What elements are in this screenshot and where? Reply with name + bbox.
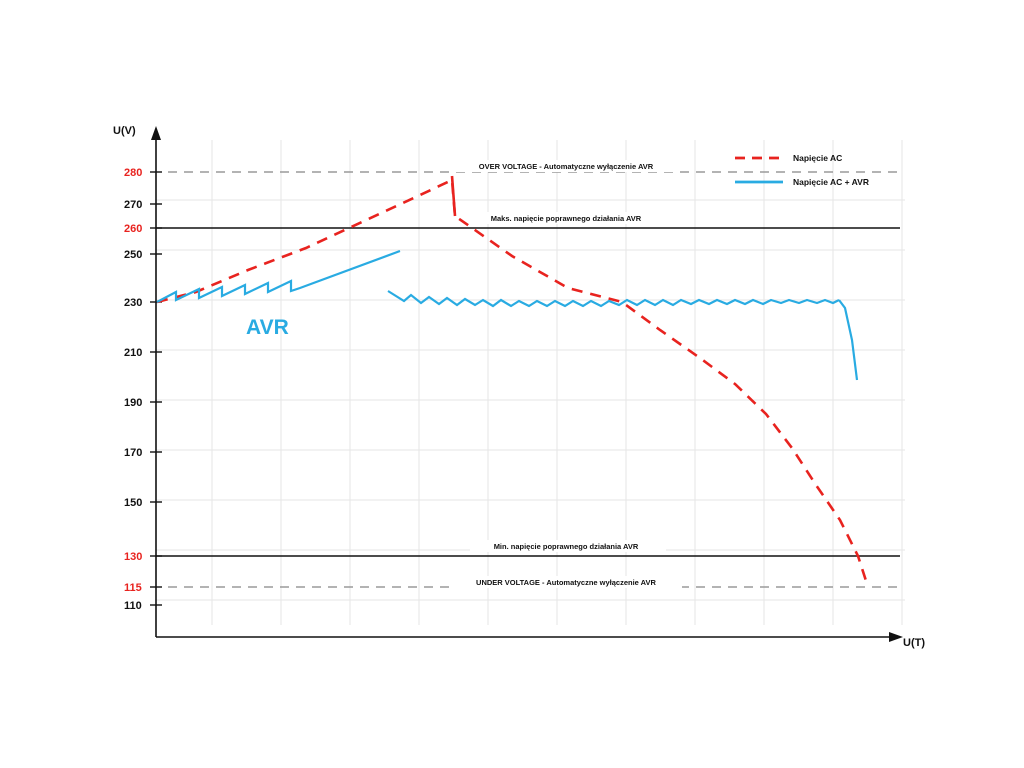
y-tick-270: 270 [124,199,143,211]
y-tick-190: 190 [124,397,143,409]
axis-lines [151,126,903,642]
y-tick-210: 210 [124,347,143,359]
y-tick-250: 250 [124,249,143,261]
reference-labels [450,160,682,588]
label-under-voltage: UNDER VOLTAGE - Automatyczne wyłączenie AVR [476,578,656,587]
reference-lines [156,172,900,587]
y-tick-110: 110 [124,600,142,612]
label-max-ok: Maks. napięcie poprawnego działania AVR [490,214,642,223]
y-axis-title: U(V) [113,125,136,137]
y-tick-280: 280 [124,167,143,179]
label-min-ok: Min. napięcie poprawnego działania AVR [493,542,639,551]
y-tick-260: 260 [124,223,143,235]
legend-label-ac-avr: Napięcie AC + AVR [793,177,869,187]
chart-legend [735,153,869,187]
legend-label-ac: Napięcie AC [793,153,843,163]
y-tick-115: 115 [124,582,142,594]
label-over-voltage: OVER VOLTAGE - Automatyczne wyłączenie AVR [478,162,654,171]
y-tick-230: 230 [124,297,143,309]
avr-annotation: AVR [246,316,289,339]
y-tick-150: 150 [124,497,143,509]
x-axis-title: U(T) [903,637,925,649]
series-ac-voltage [157,176,868,587]
y-tick-170: 170 [124,447,143,459]
y-tick-130: 130 [124,551,143,563]
